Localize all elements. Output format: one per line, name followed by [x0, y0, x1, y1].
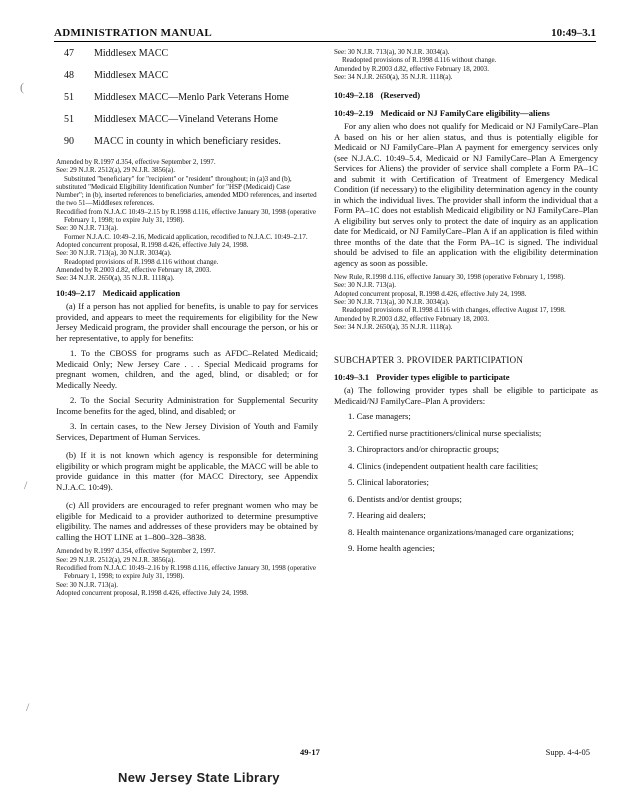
macc-number: 47 — [64, 48, 74, 59]
section-heading — [334, 108, 598, 118]
history-note: Amended by R.1997 d.354, effective September 2, 1997. — [56, 158, 216, 166]
history-note: Recodified from N.J.A.C 10:49–2.15 by R.1998 d.116, effective January 30, 1998 (operative February 1, 1998; to expire July 31, 1998). — [56, 207, 316, 225]
macc-row — [56, 48, 318, 60]
running-header — [54, 27, 596, 42]
subchapter-heading: SUBCHAPTER 3. PROVIDER PARTICIPATION — [334, 355, 524, 366]
list-item: 8. Health maintenance organizations/managed care organizations; — [348, 526, 574, 537]
history-note: Readopted provisions of R.1998 d.116 with changes, effective August 17, 1998. — [342, 306, 566, 315]
macc-name: MACC in county in which beneficiary resides. — [94, 136, 281, 147]
list-item: 6. Dentists and/or dentist groups; — [348, 493, 462, 504]
history-note: See: 34 N.J.R. 2650(a), 35 N.J.R. 1118(a). — [334, 322, 453, 331]
list-item: 3. Chiropractors and/or chiropractic groups; — [348, 444, 500, 455]
history-note: See: 34 N.J.R. 2650(a), 35 N.J.R. 1118(a). — [56, 274, 175, 283]
margin-mark: / — [26, 700, 30, 714]
right-column — [334, 48, 598, 560]
history-note: Substituted "beneficiary" for "recipient" or "resident" throughout; in (a)3 and (b), substituted "Medicaid Eligibility Identification Number" for "HSP (Medicaid) Case Number"; in (b), inserted references to beneficiaries, amended MDO references, and inserted the two 51—Middlesex references. — [56, 174, 317, 208]
paragraph: For any alien who does not qualify for Medicaid or NJ FamilyCare–Plan A based on his or her alien status, and thus is potentially eligible for Medicaid or NJ FamilyCare–Plan A payment for emergency services only (see N.J.A.C. 10:49–5.4, Medicaid or NJ FamilyCare–Plan A Emergency Services for Aliens) the provider of service shall complete a Form PA–1C and submit it with Certification of Treatment of Emergency Medical Condition (if necessary) to the eligibility determination agency in the county in which the individual lives. The provider shall inform the individual that a Form PA–1C does not establish Medicaid eligibility or NJ FamilyCare–Plan A eligibility but serves only to protect the date of inquiry as an application date for Medicaid, or NJ FamilyCare–Plan A if an application is filed within three months of the date that the Form PA–1C is signed. The individual should be advised to file an application with the eligibility determination agency as soon as possible. — [334, 121, 598, 268]
section-number: 10:49–2.17 — [56, 288, 96, 299]
macc-name: Middlesex MACC — [94, 70, 169, 81]
macc-number: 51 — [64, 92, 74, 103]
list-item: 1. To the CBOSS for programs such as AFDC–Related Medicaid; Medicaid Only; New Jersey Care . . . Special Medicaid programs for pregnant women, children, and the aged, blind, or disabled; or for Medically Needy. — [56, 348, 318, 390]
section-heading — [334, 90, 598, 100]
section-title: Provider types eligible to participate — [376, 372, 510, 383]
history-note: See: 29 N.J.R. 2512(a), 29 N.J.R. 3856(a). — [56, 555, 175, 564]
paragraph: (b) If it is not known which agency is responsible for determining eligibility or which program might be applicable, the MACC will be able to provide guidance in this matter (for MACC Directory, see Appendix N.J.A.C. 10:49). — [56, 450, 318, 492]
macc-number: 51 — [64, 114, 74, 125]
macc-name: Middlesex MACC — [94, 48, 169, 59]
provider-types-list — [334, 411, 598, 554]
list-item: 2. To the Social Security Administration for Supplemental Security Income benefits for the aged, blind, and disabled; or — [56, 395, 318, 416]
history-note: See: 34 N.J.R. 2650(a), 35 N.J.R. 1118(a). — [334, 72, 453, 81]
history-note: Adopted concurrent proposal, R.1998 d.426, effective July 24, 1998. — [334, 289, 527, 298]
history-note: Amended by R.2003 d.82, effective February 18, 2003. — [334, 314, 490, 323]
history-notes — [56, 547, 318, 597]
history-note: Amended by R.1997 d.354, effective September 2, 1997. — [56, 547, 216, 556]
supplement-date: Supp. 4-4-05 — [545, 747, 590, 757]
library-stamp: New Jersey State Library — [118, 770, 280, 785]
list-item: 4. Clinics (independent outpatient health care facilities; — [348, 460, 539, 471]
list-item: 7. Hearing aid dealers; — [348, 510, 426, 521]
left-column — [56, 48, 318, 597]
paragraph: (c) All providers are encouraged to refer pregnant women who may be eligible for Medicaid to a provider authorized to determine presumptive eligibility. The names and addresses of these providers may be obtained by calling the HOT LINE at 1–800–328–3838. — [56, 500, 318, 542]
macc-number: 48 — [64, 70, 74, 81]
list-item: 9. Home health agencies; — [348, 543, 435, 554]
history-note: Adopted concurrent proposal, R.1998 d.426, effective July 24, 1998. — [56, 240, 249, 249]
margin-mark: ( — [20, 80, 24, 94]
history-note: Amended by R.2003 d.82, effective February 18, 2003. — [56, 265, 212, 274]
list-item: 2. Certified nurse practitioners/clinical nurse specialists; — [348, 427, 542, 438]
list-item: 5. Clinical laboratories; — [348, 477, 429, 488]
margin-mark: / — [24, 478, 28, 492]
history-note: See: 30 N.J.R. 713(a), 30 N.J.R. 3034(a). — [56, 249, 172, 258]
history-note: See: 30 N.J.R. 713(a). — [334, 281, 397, 290]
section-number: 10:49–2.19 — [334, 108, 374, 119]
macc-row — [56, 136, 318, 148]
macc-row — [56, 92, 318, 104]
list-item: 1. Case managers; — [348, 411, 411, 422]
history-notes — [56, 158, 318, 282]
history-notes — [334, 273, 598, 331]
macc-row — [56, 114, 318, 126]
history-note: See: 30 N.J.R. 713(a). — [56, 580, 119, 589]
section-title: Medicaid or NJ FamilyCare eligibility—aliens — [380, 108, 550, 119]
numbered-list — [56, 348, 318, 442]
history-note: See: 30 N.J.R. 713(a), 30 N.J.R. 3034(a). — [334, 298, 450, 307]
page-number: 49-17 — [300, 747, 320, 757]
list-item: 3. In certain cases, to the New Jersey Division of Youth and Family Services, Department of Human Services. — [56, 421, 318, 442]
section-number: 10:49–3.1 — [334, 372, 370, 383]
header-section: 10:49–3.1 — [551, 27, 596, 39]
section-title: Medicaid application — [102, 288, 181, 299]
history-note: Readopted provisions of R.1998 d.116 without change. — [342, 56, 497, 65]
macc-name: Middlesex MACC—Vineland Veterans Home — [94, 114, 278, 125]
macc-row — [56, 70, 318, 82]
history-notes — [334, 48, 598, 81]
section-title: (Reserved) — [380, 90, 421, 101]
macc-number: 90 — [64, 136, 74, 147]
history-note: See: 29 N.J.R. 2512(a), 29 N.J.R. 3856(a). — [56, 166, 175, 175]
history-note: New Rule, R.1998 d.116, effective January 30, 1998 (operative February 1, 1998). — [334, 273, 565, 282]
history-note: Recodified from N.J.A.C 10:49–2.16 by R.1998 d.116, effective January 30, 1998 (operative February 1, 1998; to expire July 31, 1998). — [56, 564, 316, 581]
history-note: See: 30 N.J.R. 713(a), 30 N.J.R. 3034(a). — [334, 48, 450, 56]
history-note: Adopted concurrent proposal, R.1998 d.426, effective July 24, 1998. — [56, 588, 249, 597]
section-heading — [56, 288, 318, 298]
history-note: See: 30 N.J.R. 713(a). — [56, 224, 119, 233]
paragraph: (a) The following provider types shall be eligible to participate as Medicaid/NJ FamilyCare–Plan A providers: — [334, 385, 598, 406]
section-heading — [334, 372, 598, 382]
header-title: ADMINISTRATION MANUAL — [54, 27, 212, 39]
history-note: Former N.J.A.C. 10:49–2.16, Medicaid application, recodified to N.J.A.C. 10:49–2.17. — [64, 232, 308, 241]
macc-list — [56, 48, 318, 148]
history-note: Amended by R.2003 d.82, effective February 18, 2003. — [334, 64, 490, 73]
section-number: 10:49–2.18 — [334, 90, 374, 101]
macc-name: Middlesex MACC—Menlo Park Veterans Home — [94, 92, 289, 103]
history-note: Readopted provisions of R.1998 d.116 without change. — [64, 257, 219, 266]
paragraph: (a) If a person has not applied for benefits, is unable to pay for services provided, and appears to meet the requirements for eligibility for the New Jersey Medicaid program, the provider shall encourage the person, or his or her representative, to apply for benefits: — [56, 301, 318, 343]
